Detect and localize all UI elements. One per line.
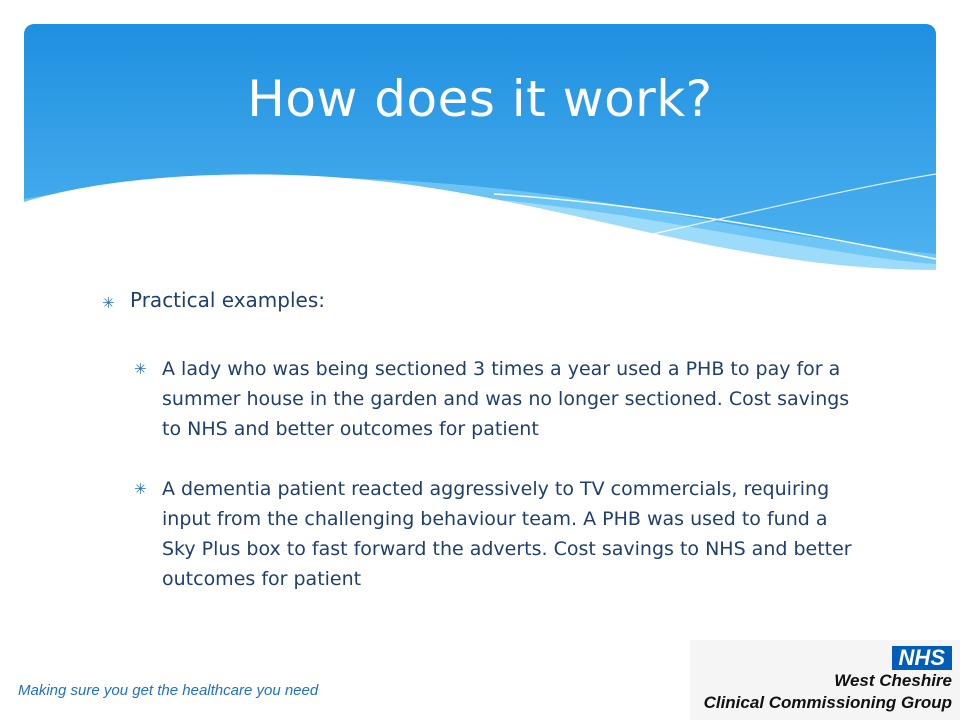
heading-text: Practical examples:: [130, 288, 325, 312]
title-banner: [24, 24, 936, 270]
example-item-1: [134, 354, 862, 444]
logo-org-type: Clinical Commissioning Group: [703, 693, 952, 712]
slide-title: How does it work?: [247, 70, 713, 128]
example-item-2: [134, 474, 862, 594]
logo-org-name: West Cheshire: [834, 671, 952, 690]
slide-body: [102, 288, 862, 594]
banner-wave-graphic: [24, 24, 936, 270]
star-bullet-icon: ✳: [134, 360, 147, 378]
example-text-1: A lady who was being sectioned 3 times a year used a PHB to pay for a summer house in the garden and was no longer sectioned. Cost savings to NHS and better outcomes for patient: [162, 358, 850, 440]
footer-tagline: Making sure you get the healthcare you need: [18, 682, 319, 699]
star-bullet-icon: ✳: [102, 294, 115, 312]
nhs-ccg-logo: [690, 640, 960, 720]
star-bullet-icon: ✳: [134, 480, 147, 498]
bullet-heading: [102, 288, 862, 318]
example-text-2: A dementia patient reacted aggressively to TV commercials, requiring input from the challenging behaviour team. A PHB was used to fund a Sky Plus box to fast forward the adverts. Cost savings to NHS and better outcomes for patient: [162, 478, 852, 590]
nhs-logo-icon: NHS: [892, 646, 952, 670]
